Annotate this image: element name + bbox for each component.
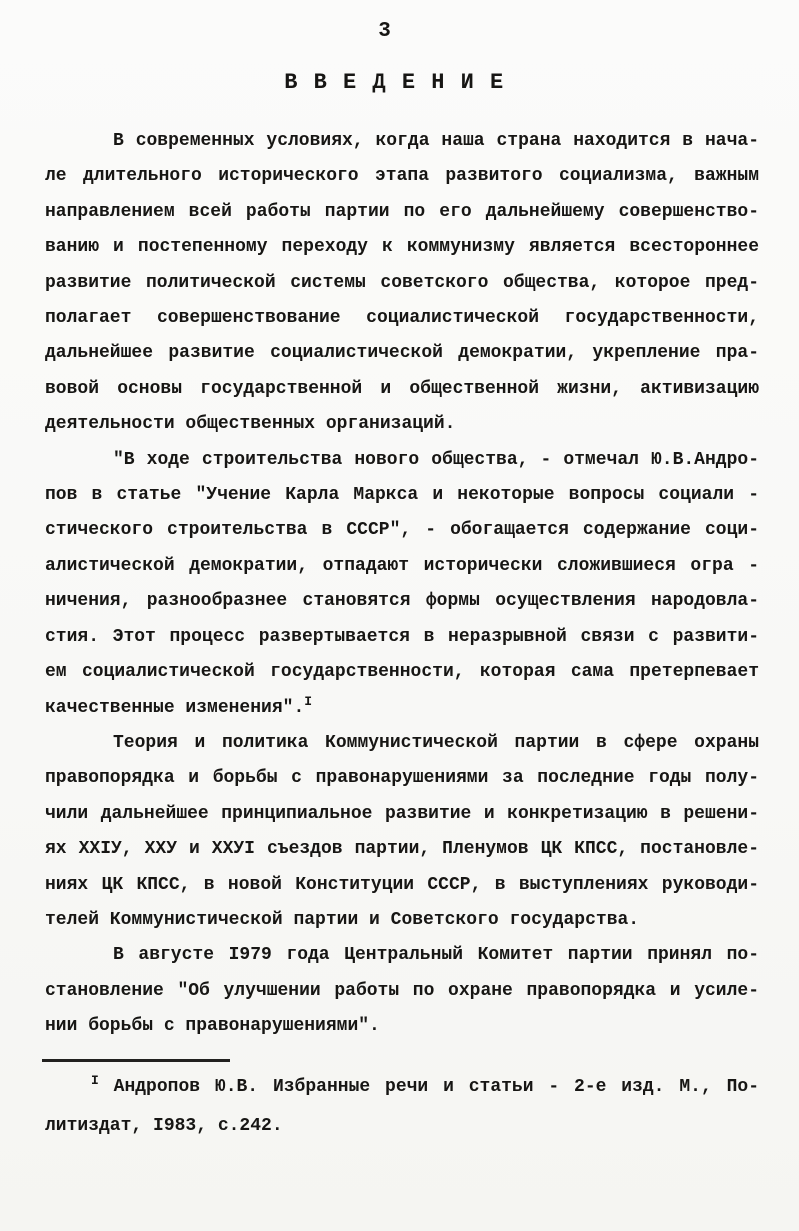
page-number: 3 bbox=[378, 20, 391, 43]
text-line: нии борьбы с правонарушениями". bbox=[45, 1016, 380, 1037]
text-line: развитие политической системы советского общества, которое пред- bbox=[45, 272, 759, 293]
text-line: В августе I979 года Центральный Комитет партии принял по- bbox=[113, 945, 759, 966]
text-line: дальнейшее развитие социалистической демократии, укрепление пра- bbox=[45, 343, 759, 364]
text-line bbox=[45, 691, 759, 726]
footnote-text: Андропов Ю.В. Избранные речи и статьи - 2-е изд. М., По- bbox=[113, 1077, 759, 1097]
text-line: ем социалистической государственности, которая сама претерпевает bbox=[45, 662, 759, 683]
text-line: правопорядка и борьбы с правонарушениями за последние годы полу- bbox=[45, 768, 759, 789]
text-line: алистической демократии, отпадают исторически сложившиеся огра - bbox=[45, 555, 759, 576]
paragraph-1 bbox=[45, 124, 759, 443]
text-line: ничения, разнообразнее становятся формы осуществления народовла- bbox=[45, 591, 759, 612]
document-body bbox=[45, 124, 759, 1045]
text-line: Теория и политика Коммунистической партии в сфере охраны bbox=[113, 732, 759, 753]
footnote-line: литиздат, I983, с.242. bbox=[45, 1116, 283, 1136]
text-line: ванию и постепенному переходу к коммунизму является всестороннее bbox=[45, 237, 759, 258]
paragraph-3 bbox=[45, 726, 759, 938]
text-line: ле длительного исторического этапа развитого социализма, важным bbox=[45, 166, 759, 187]
text-line: стического строительства в СССР", - обогащается содержание соци- bbox=[45, 520, 759, 541]
footnote-separator-rule bbox=[42, 1059, 230, 1062]
text-line: ниях ЦК КПСС, в новой Конституции СССР, в выступлениях руководи- bbox=[45, 874, 759, 895]
page-title: В В Е Д Е Н И Е bbox=[284, 70, 505, 95]
text-line: чили дальнейшее принципиальное развитие и конкретизацию в решени- bbox=[45, 803, 759, 824]
text-line: становление "Об улучшении работы по охране правопорядка и усиле- bbox=[45, 980, 759, 1001]
text-line: полагает совершенствование социалистической государственности, bbox=[45, 308, 759, 329]
paragraph-2 bbox=[45, 443, 759, 726]
footnote bbox=[45, 1068, 759, 1146]
paragraph-4 bbox=[45, 938, 759, 1044]
footnote-marker: I bbox=[91, 1073, 99, 1088]
text-line: направлением всей работы партии по его дальнейшему совершенство- bbox=[45, 201, 759, 222]
text-line: стия. Этот процесс развертывается в неразрывной связи с развити- bbox=[45, 626, 759, 647]
text-segment: качественные изменения". bbox=[45, 697, 305, 718]
footnote-line bbox=[45, 1068, 759, 1107]
text-line: ях ХХIУ, ХХУ и ХХУI съездов партии, Пленумов ЦК КПСС, постановле- bbox=[45, 839, 759, 860]
text-line: пов в статье "Учение Карла Маркса и некоторые вопросы социали - bbox=[45, 485, 759, 506]
footnote-ref-superscript: I bbox=[304, 693, 313, 709]
text-line: "В ходе строительства нового общества, - отмечал Ю.В.Андро- bbox=[113, 449, 759, 470]
text-line: вовой основы государственной и общественной жизни, активизацию bbox=[45, 378, 759, 399]
text-line: деятельности общественных организаций. bbox=[45, 414, 456, 435]
text-line: В современных условиях, когда наша страна находится в нача- bbox=[113, 131, 759, 151]
text-line: телей Коммунистической партии и Советского государства. bbox=[45, 909, 640, 930]
